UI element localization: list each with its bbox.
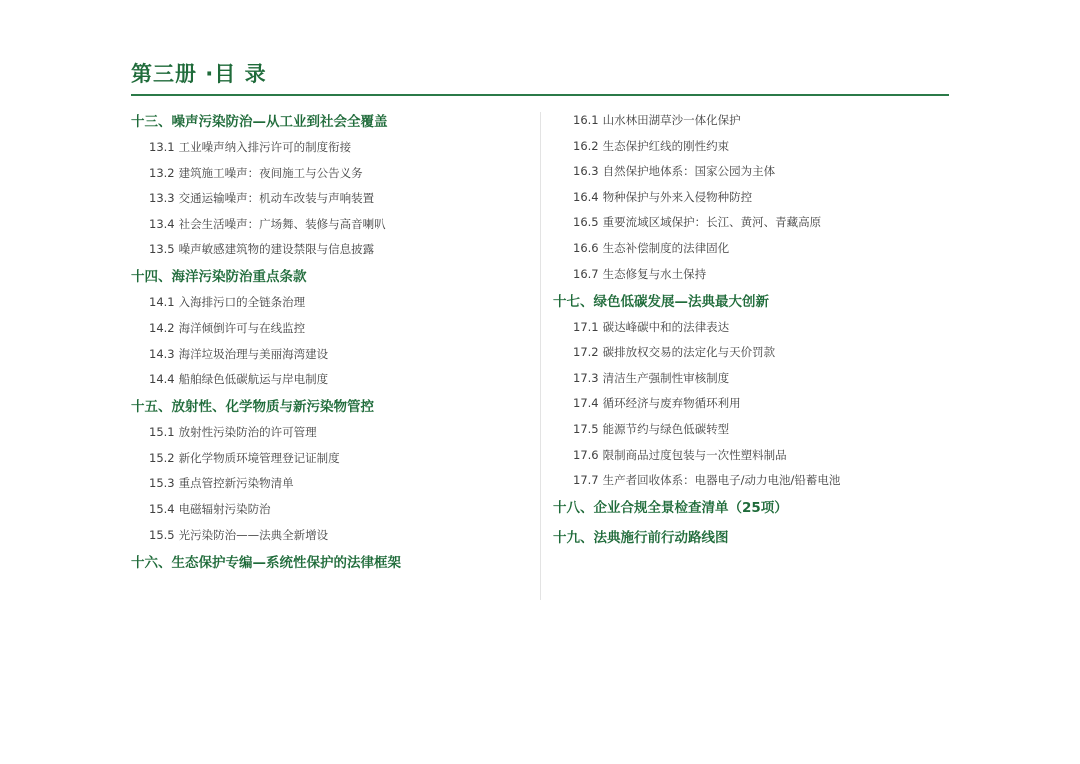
toc-entry[interactable] bbox=[553, 240, 949, 256]
toc-entry-label: 碳达峰碳中和的法律表达 bbox=[602, 319, 730, 334]
toc-entry-label: 重点管控新污染物清单 bbox=[178, 476, 294, 491]
toc-entry[interactable] bbox=[553, 266, 949, 282]
toc-entry-label: 限制商品过度包装与一次性塑料制品 bbox=[602, 447, 787, 462]
toc-entry-label: 光污染防治——法典全新增设 bbox=[178, 527, 329, 542]
toc-entry-number: 16.3 bbox=[573, 164, 599, 179]
toc-entry-label: 生态补偿制度的法律固化 bbox=[602, 240, 730, 255]
toc-entry[interactable] bbox=[131, 475, 531, 491]
toc-entry-label: 新化学物质环境管理登记证制度 bbox=[178, 450, 340, 465]
toc-entry-number: 16.1 bbox=[573, 113, 599, 127]
toc-entry-number: 16.2 bbox=[573, 138, 599, 153]
toc-entry[interactable] bbox=[553, 344, 949, 360]
toc-entry-number: 17.4 bbox=[573, 396, 599, 411]
toc-entry-label: 生产者回收体系：电器电子/动力电池/铅蓄电池 bbox=[602, 473, 841, 488]
toc-entry[interactable] bbox=[553, 189, 949, 205]
toc-entry[interactable] bbox=[553, 370, 949, 386]
toc-entry-number: 16.7 bbox=[573, 266, 599, 281]
toc-entry[interactable] bbox=[553, 319, 949, 335]
toc-entry[interactable] bbox=[553, 163, 949, 179]
toc-entry-number: 16.5 bbox=[573, 215, 599, 230]
toc-section-heading[interactable]: 十六、生态保护专编—系统性保护的法律框架 bbox=[131, 554, 401, 571]
toc-entry[interactable] bbox=[131, 501, 531, 517]
toc-section-heading[interactable]: 十三、噪声污染防治—从工业到社会全覆盖 bbox=[131, 114, 388, 130]
column-divider bbox=[540, 112, 541, 600]
toc-entry-label: 海洋倾倒许可与在线监控 bbox=[178, 320, 306, 335]
toc-entry-number: 15.4 bbox=[149, 501, 175, 516]
toc-entry[interactable] bbox=[553, 214, 949, 230]
toc-entry[interactable] bbox=[131, 139, 531, 155]
toc-entry-label: 船舶绿色低碳航运与岸电制度 bbox=[178, 372, 329, 387]
toc-entry[interactable] bbox=[131, 165, 531, 181]
toc-entry-number: 13.3 bbox=[149, 191, 175, 206]
toc-section-heading[interactable]: 十九、法典施行前行动路线图 bbox=[553, 530, 729, 547]
toc-entry-label: 能源节约与绿色低碳转型 bbox=[602, 421, 730, 436]
toc-entry[interactable] bbox=[131, 294, 531, 310]
toc-entry[interactable] bbox=[553, 472, 949, 488]
toc-left-column bbox=[131, 112, 531, 573]
toc-entry-number: 13.1 bbox=[149, 140, 175, 154]
toc-entry-number: 13.4 bbox=[149, 216, 175, 231]
toc-entry-number: 14.1 bbox=[149, 295, 175, 310]
toc-entry[interactable] bbox=[131, 371, 531, 387]
toc-entry-label: 建筑施工噪声：夜间施工与公告义务 bbox=[178, 165, 363, 180]
toc-entry-number: 15.1 bbox=[149, 425, 175, 440]
toc-right-column bbox=[553, 112, 949, 548]
toc-entry[interactable] bbox=[131, 424, 531, 440]
toc-entry[interactable] bbox=[131, 320, 531, 336]
toc-section-heading[interactable]: 十八、企业合规全景检查清单（25项） bbox=[553, 500, 788, 517]
toc-entry[interactable] bbox=[131, 190, 531, 206]
toc-entry-number: 15.3 bbox=[149, 476, 175, 491]
toc-entry-label: 工业噪声纳入排污许可的制度衔接 bbox=[178, 140, 352, 154]
toc-entry-number: 14.2 bbox=[149, 320, 175, 335]
toc-entry-label: 交通运输噪声：机动车改装与声响装置 bbox=[178, 191, 375, 206]
toc-entry[interactable] bbox=[553, 421, 949, 437]
toc-entry[interactable] bbox=[131, 241, 531, 257]
toc-entry[interactable] bbox=[131, 527, 531, 543]
toc-entry-label: 山水林田湖草沙一体化保护 bbox=[602, 113, 741, 127]
page-title: 第三册 ·目 录 bbox=[131, 62, 267, 86]
toc-entry-number: 14.3 bbox=[149, 346, 175, 361]
toc-entry[interactable] bbox=[131, 346, 531, 362]
toc-entry-number: 15.5 bbox=[149, 527, 175, 542]
toc-entry-number: 16.6 bbox=[573, 240, 599, 255]
toc-entry-label: 清洁生产强制性审核制度 bbox=[602, 370, 730, 385]
toc-entry-label: 循环经济与废弃物循环利用 bbox=[602, 396, 741, 411]
toc-entry[interactable] bbox=[553, 138, 949, 154]
toc-entry-number: 17.7 bbox=[573, 473, 599, 488]
toc-entry-label: 噪声敏感建筑物的建设禁限与信息披露 bbox=[178, 242, 375, 257]
toc-entry-label: 电磁辐射污染防治 bbox=[178, 501, 271, 516]
toc-entry-number: 17.3 bbox=[573, 370, 599, 385]
toc-entry-number: 17.2 bbox=[573, 345, 599, 360]
toc-section-heading[interactable]: 十五、放射性、化学物质与新污染物管控 bbox=[131, 399, 374, 416]
toc-entry-label: 海洋垃圾治理与美丽海湾建设 bbox=[178, 346, 329, 361]
toc-entry-label: 生态保护红线的刚性约束 bbox=[602, 138, 730, 153]
toc-entry-number: 13.5 bbox=[149, 242, 175, 257]
toc-entry[interactable] bbox=[131, 216, 531, 232]
toc-entry[interactable] bbox=[553, 447, 949, 463]
toc-entry-number: 17.6 bbox=[573, 447, 599, 462]
toc-entry-label: 重要流域区域保护：长江、黄河、青藏高原 bbox=[602, 215, 822, 230]
toc-section-heading[interactable]: 十四、海洋污染防治重点条款 bbox=[131, 269, 307, 286]
toc-entry-number: 17.5 bbox=[573, 421, 599, 436]
toc-entry-label: 物种保护与外来入侵物种防控 bbox=[602, 189, 753, 204]
toc-entry[interactable] bbox=[553, 395, 949, 411]
toc-entry-label: 社会生活噪声：广场舞、装修与高音喇叭 bbox=[178, 216, 386, 231]
toc-entry-label: 生态修复与水土保持 bbox=[602, 266, 707, 281]
toc-entry-number: 15.2 bbox=[149, 450, 175, 465]
toc-entry-label: 碳排放权交易的法定化与天价罚款 bbox=[602, 345, 776, 360]
toc-entry[interactable] bbox=[131, 450, 531, 466]
toc-entry-number: 17.1 bbox=[573, 319, 599, 334]
toc-entry-label: 放射性污染防治的许可管理 bbox=[178, 425, 317, 440]
toc-entry-number: 14.4 bbox=[149, 372, 175, 387]
toc-section-heading[interactable]: 十七、绿色低碳发展—法典最大创新 bbox=[553, 293, 769, 310]
toc-entry-label: 入海排污口的全链条治理 bbox=[178, 295, 306, 310]
toc-entry-number: 13.2 bbox=[149, 165, 175, 180]
toc-entry-label: 自然保护地体系：国家公园为主体 bbox=[602, 164, 776, 179]
title-divider bbox=[131, 94, 949, 96]
toc-entry-number: 16.4 bbox=[573, 189, 599, 204]
toc-entry[interactable] bbox=[553, 112, 949, 128]
